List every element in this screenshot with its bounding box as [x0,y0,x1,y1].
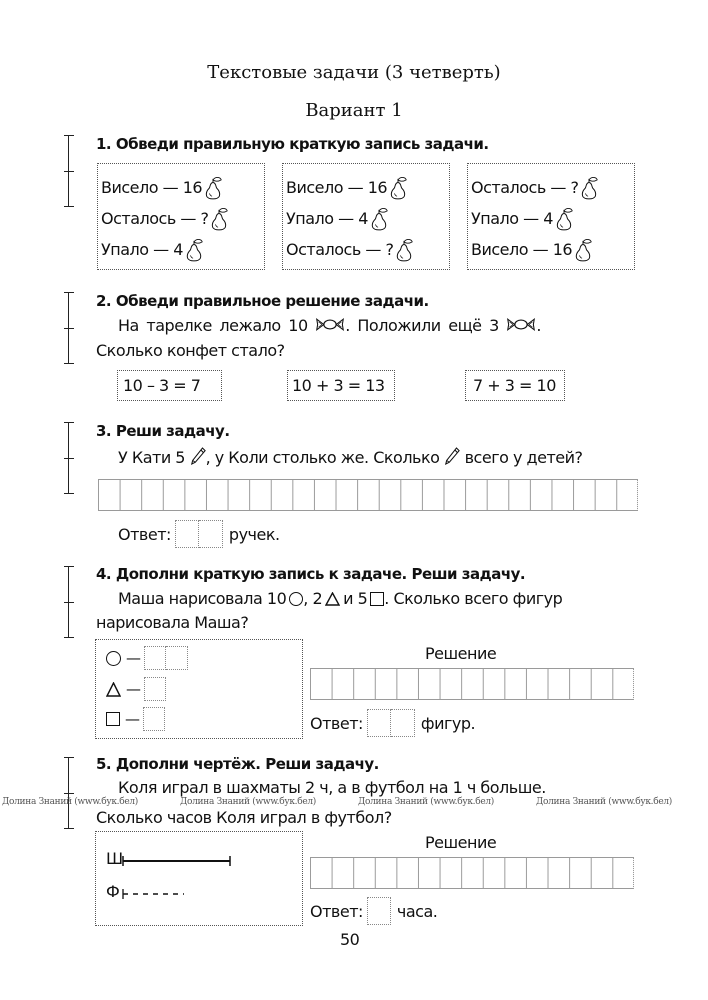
record-line: Висело — 16 [286,172,449,203]
score-bracket-4 [64,566,74,638]
score-bracket-3 [64,422,74,494]
answer-cell[interactable] [175,520,199,548]
pear-icon [554,206,574,232]
record-row-circle: — [106,646,188,670]
task1-option-1[interactable] [97,163,265,270]
task2-text-line1: На тарелке лежало 10 . Положили ещё 3 . [118,316,541,335]
task1-heading: 1. Обведи правильную краткую запись задачи. [96,135,489,153]
chess-label: Ш [106,849,124,868]
record-line: Осталось — ? [286,234,449,265]
task2-option-3[interactable]: 7 + 3 = 10 [465,370,565,401]
answer-unit: фигур. [420,713,476,733]
chess-segment [122,854,232,868]
pear-icon [579,175,599,201]
task5-text-line1: Коля играл в шахматы 2 ч, а в футбол на 1 ч больше. [118,778,546,797]
candy-icon [315,317,345,332]
football-segment[interactable] [122,887,192,901]
record-line: Осталось — ? [101,203,264,234]
triangle-icon [325,592,340,606]
answer-cell[interactable] [199,520,223,548]
record-cell[interactable] [143,707,165,731]
score-bracket-5 [64,757,74,829]
worksheet-title: Текстовые задачи (3 четверть) [207,62,501,83]
record-line: Осталось — ? [471,172,634,203]
football-label: Ф [106,882,120,901]
task2-option-1[interactable]: 10 – 3 = 7 [117,370,222,401]
record-line: Упало — 4 [101,234,264,265]
task4-short-record [95,639,303,739]
pen-icon [444,446,460,466]
score-bracket-2 [64,292,74,364]
solution-grid[interactable] [98,479,638,511]
task3-text: У Кати 5 , у Коли столько же. Сколько всего у детей? [118,448,583,467]
candy-icon [506,317,536,332]
pear-icon [573,237,593,263]
record-line: Упало — 4 [471,203,634,234]
task1-option-3[interactable] [467,163,635,270]
answer-label: Ответ: [310,713,363,733]
watermark: Долина Знаний (www.бук.бел) [180,797,316,807]
watermark: Долина Знаний (www.бук.бел) [536,797,672,807]
task4-answer [310,709,475,737]
task2-text-line2: Сколько конфет стало? [96,341,285,360]
task4-solution-label: Решение [425,644,497,663]
solution-grid[interactable] [310,857,634,889]
answer-label: Ответ: [310,901,363,921]
watermark: Долина Знаний (www.бук.бел) [2,797,138,807]
task5-heading: 5. Дополни чертёж. Реши задачу. [96,755,379,773]
record-cell[interactable] [166,646,188,670]
watermark: Долина Знаний (www.бук.бел) [358,797,494,807]
square-icon [106,712,120,726]
pear-icon [369,206,389,232]
solution-grid[interactable] [310,668,634,700]
task2-option-2[interactable]: 10 + 3 = 13 [287,370,395,401]
record-cell[interactable] [144,677,166,701]
answer-unit: часа. [396,901,438,921]
task5-diagram [95,831,303,926]
record-line: Висело — 16 [471,234,634,265]
pear-icon [388,175,408,201]
record-line: Висело — 16 [101,172,264,203]
pear-icon [184,237,204,263]
triangle-icon [106,682,121,697]
task4-text-line1: Маша нарисовала 10 , 2 и 5 . Сколько всего фигур [118,589,563,608]
task3-heading: 3. Реши задачу. [96,422,230,440]
answer-cell[interactable] [367,897,391,925]
score-bracket-1 [64,135,74,207]
pear-icon [203,175,223,201]
pear-icon [209,206,229,232]
circle-icon [289,592,303,606]
task5-text-line2: Сколько часов Коля играл в футбол? [96,808,392,827]
task5-solution-label: Решение [425,833,497,852]
pen-icon [190,446,206,466]
record-row-square: — [106,707,165,731]
answer-unit: ручек. [228,524,280,544]
answer-cell[interactable] [367,709,391,737]
answer-cell[interactable] [391,709,415,737]
task3-answer [118,520,280,548]
pear-icon [394,237,414,263]
record-cell[interactable] [144,646,166,670]
square-icon [370,592,384,606]
task4-heading: 4. Дополни краткую запись к задаче. Реши задачу. [96,565,526,583]
task1-option-2[interactable] [282,163,450,270]
circle-icon [106,651,121,666]
record-row-triangle: — [106,677,166,701]
record-line: Упало — 4 [286,203,449,234]
task4-text-line2: нарисовала Маша? [96,613,249,632]
task5-answer [310,897,437,925]
variant-title: Вариант 1 [305,100,403,121]
answer-label: Ответ: [118,524,171,544]
task2-heading: 2. Обведи правильное решение задачи. [96,292,429,310]
page-number: 50 [340,930,360,949]
